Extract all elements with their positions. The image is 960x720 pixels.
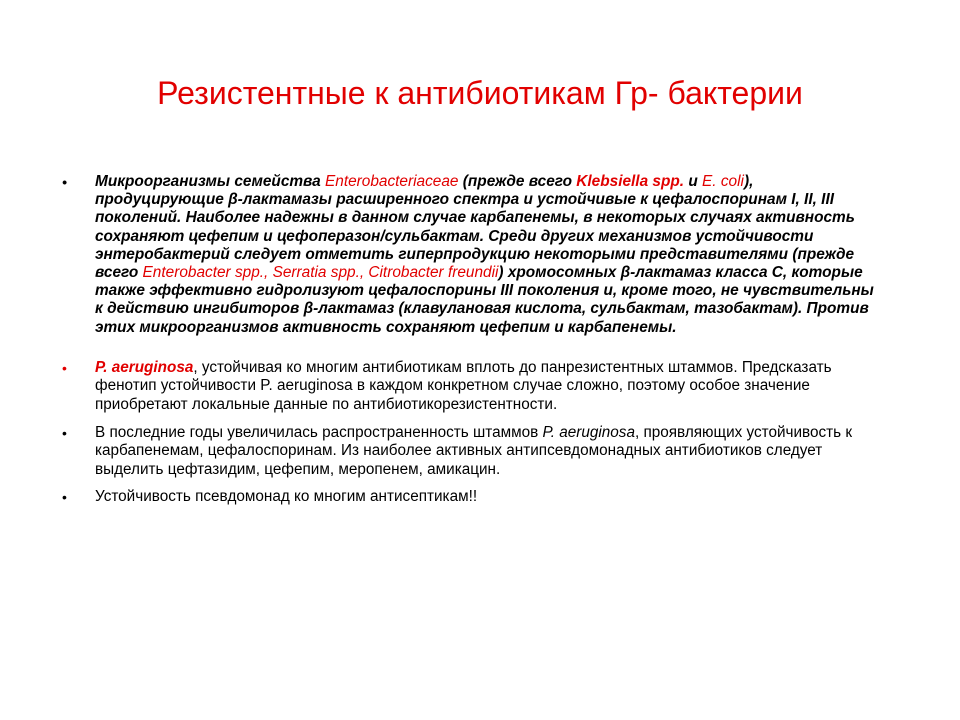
text-span: ) хромосомных β-лактамаз класса С, которые также эффективно гидролизуют цефалоспорины III поколения и, кроме того, не чувствительны к действию ингибиторов β-лактамаз (клавулановая кислота, сульбактам, тазобактам). Против этих микроорганизмов активность сохраняют цефепим и карбапенемы. (95, 264, 874, 336)
organism-name: P. aeruginosa (95, 358, 194, 376)
organism-name: E. coli (702, 173, 744, 190)
slide-title: Резистентные к антибиотикам Гр- бактерии (157, 75, 803, 111)
bullet-text (95, 173, 874, 336)
bullet-text (95, 488, 477, 505)
bullet-dot-icon: • (62, 425, 67, 442)
text-span: и (684, 173, 703, 190)
bullet-item-p-aeruginosa (62, 359, 874, 414)
organism-name: Klebsiella spp. (576, 173, 685, 190)
text-span: , устойчивая ко многим антибиотикам вплоть до панрезистентных штаммов. Предсказать фенотип устойчивости P. aeruginosa в каждом конкретном случае сложно, поэтому особое значение приобретают локальные данные по антибиотикорезистентности. (95, 358, 832, 413)
bullet-dot-icon: • (62, 174, 67, 190)
text-span: ), продуцирующие β-лактамазы расширенного спектра и устойчивые к цефалоспоринам I, II, III поколений. Наиболее надежны в данном случае карбапенемы, в некоторых случаях активность сохраняют цефепим и цефоперазон/сульбактам. Среди других механизмов устойчивости энтеробактерий следует отметить гиперпродукцию некоторыми представителями (прежде всего (95, 173, 855, 282)
bullet-text (95, 359, 832, 413)
bullet-dot-icon: • (62, 489, 67, 506)
text-span: , проявляющих устойчивость к карбапенемам, цефалоспоринам. Из наиболее активных антипсевдомонадных антибиотиков следует выделить цефтазидим, цефепим, меропенем, амикацин. (95, 424, 853, 478)
bullet-item-carbapenem-resistance (62, 424, 874, 479)
bullet-list (62, 173, 874, 517)
text-span: Устойчивость псевдомонад ко многим антисептикам!! (95, 488, 478, 506)
text-span: (прежде всего (458, 173, 577, 190)
bullet-dot-icon: • (62, 359, 67, 376)
organism-name: Enterobacteriaceae (325, 173, 459, 190)
bullet-item-antiseptics (62, 488, 874, 506)
bullet-text (95, 424, 852, 478)
organism-name: P. aeruginosa (542, 424, 635, 442)
bullet-item-enterobacteriaceae (62, 173, 874, 337)
text-span: В последние годы увеличилась распространенность штаммов (95, 424, 543, 442)
text-span: Микроорганизмы семейства (95, 173, 325, 190)
organism-name: Enterobacter spp., Serratia spp., Citrobacter freundii (142, 264, 499, 282)
